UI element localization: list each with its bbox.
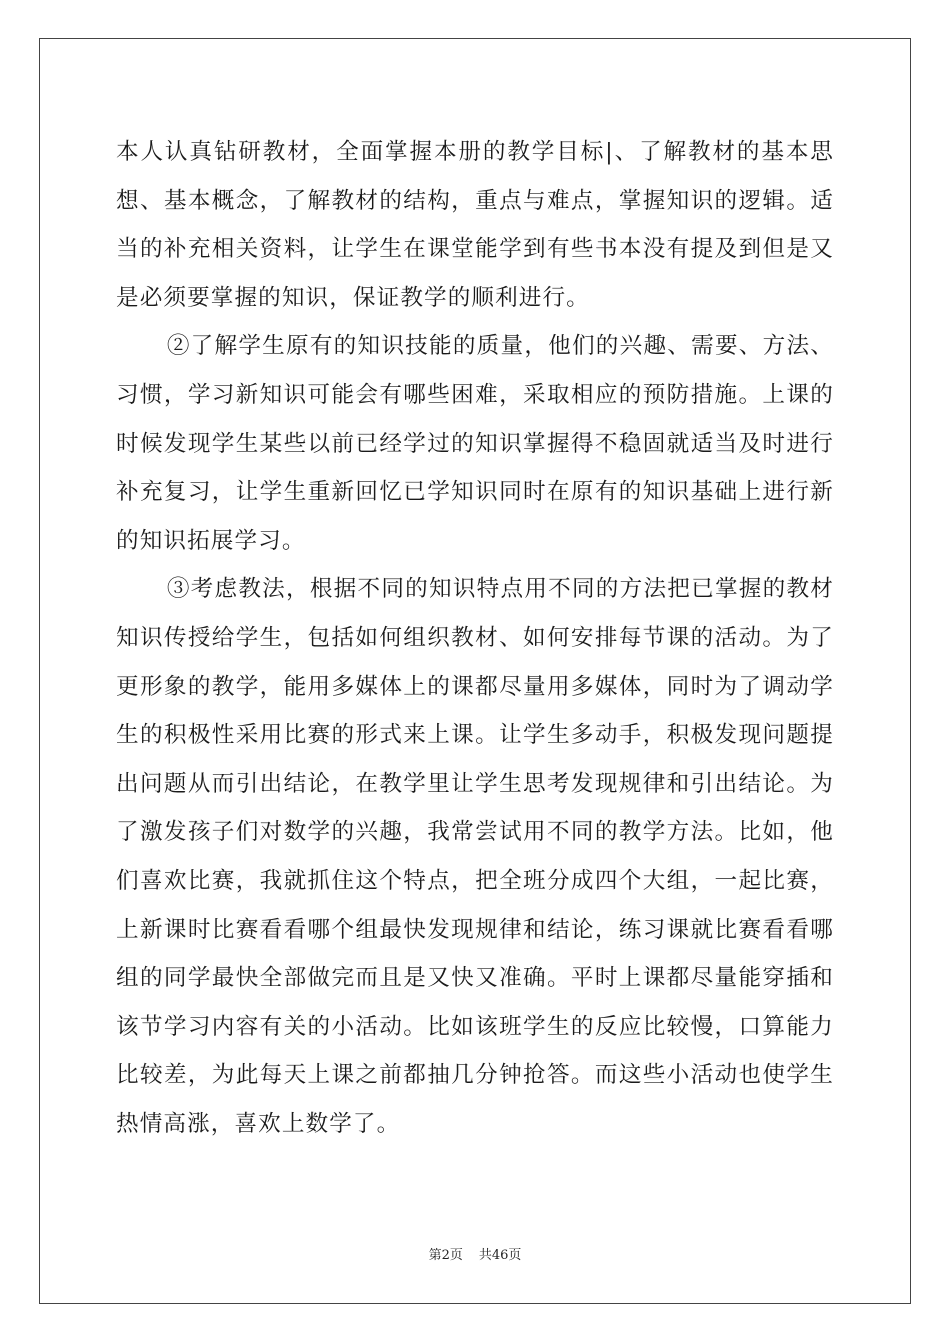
- document-body: [116, 128, 834, 1148]
- paragraph-3: ③考虑教法，根据不同的知识特点用不同的方法把已掌握的教材知识传授给学生，包括如何组织教材、如何安排每节课的活动。为了更形象的教学，能用多媒体上的课都尽量用多媒体，同时为了调动学生的积极性采用比赛的形式来上课。让学生多动手，积极发现问题提出问题从而引出结论，在教学里让学生思考发现规律和引出结论。为了激发孩子们对数学的兴趣，我常尝试用不同的教学方法。比如，他们喜欢比赛，我就抓住这个特点，把全班分成四个大组，一起比赛，上新课时比赛看看哪个组最快发现规律和结论，练习课就比赛看看哪组的同学最快全部做完而且是又快又准确。平时上课都尽量能穿插和该节学习内容有关的小活动。比如该班学生的反应比较慢，口算能力比较差，为此每天上课之前都抽几分钟抢答。而这些小活动也使学生热情高涨，喜欢上数学了。: [116, 576, 834, 1137]
- page-footer: [0, 1246, 950, 1266]
- paragraph-1: 本人认真钻研教材，全面掌握本册的教学目标|、了解教材的基本思想、基本概念，了解教材的结构，重点与难点，掌握知识的逻辑。适当的补充相关资料，让学生在课堂能学到有些书本没有提及到但是又是必须要掌握的知识，保证教学的顺利进行。: [116, 139, 834, 311]
- page-total: 共46页: [478, 1248, 522, 1263]
- page-number: 第2页: [428, 1248, 463, 1263]
- paragraph-2: ②了解学生原有的知识技能的质量，他们的兴趣、需要、方法、习惯，学习新知识可能会有哪些困难，采取相应的预防措施。上课的时候发现学生某些以前已经学过的知识掌握得不稳固就适当及时进行补充复习，让学生重新回忆已学知识同时在原有的知识基础上进行新的知识拓展学习。: [116, 333, 834, 554]
